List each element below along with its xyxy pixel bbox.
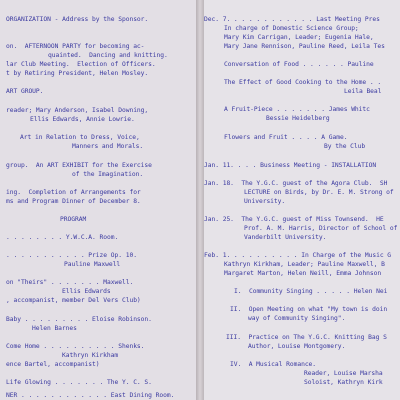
right-page-line: In charge of Domestic Science Group; bbox=[224, 25, 359, 32]
right-page-line: II. Open Meeting on what "My town is doin bbox=[230, 306, 388, 313]
right-page-line: Mary Jane Rennison, Pauline Reed, Leila Tes bbox=[224, 43, 385, 50]
right-page-line: Flowers and Fruit . . . . A Game. bbox=[224, 134, 348, 141]
left-page-line: PROGRAM bbox=[60, 216, 87, 223]
right-page-line: Conversation of Food . . . . . . Pauline bbox=[224, 61, 374, 68]
left-page-line: . . . . . . . . . . . Prize Op. 10. bbox=[6, 252, 137, 259]
left-page-line: Baby . . . . . . . . . Eloise Robinson. bbox=[6, 316, 152, 323]
left-page-line: ence Bartel, accompanist) bbox=[6, 361, 100, 368]
left-page-line: t by Retiring President, Helen Mosley. bbox=[6, 70, 149, 77]
left-page-line: ORGANIZATION - Address by the Sponsor. bbox=[6, 16, 149, 23]
left-page-line: quainted. Dancing and knitting. bbox=[48, 52, 168, 59]
left-page-line: Helen Barnes bbox=[32, 325, 77, 332]
right-page-line: Author, Louise Montgomery. bbox=[248, 343, 346, 350]
left-page-line: lar Club Meeting. Election of Officers. bbox=[6, 61, 156, 68]
right-page-line: By the Club bbox=[324, 143, 366, 150]
left-page-line: reader; Mary Anderson, Isabel Downing, bbox=[6, 107, 149, 114]
left-page-line: Kathryn Kirkham bbox=[62, 352, 119, 359]
left-page-line: Come Home . . . . . . . . . . Shenks. bbox=[6, 343, 145, 350]
right-page-line: The Effect of Good Cooking to the Home . . bbox=[224, 79, 382, 86]
right-page-line: Mary Kim Carrigan, Leader; Eugenia Hale, bbox=[224, 34, 374, 41]
right-page-line: Leila Beal bbox=[344, 88, 382, 95]
left-page-line: , accompanist, member Del Vers Club) bbox=[6, 297, 141, 304]
right-page-line: Bessie Heidelberg bbox=[266, 115, 330, 122]
right-page-line: Reader, Louise Marsha bbox=[304, 370, 383, 377]
left-page-line: Pauline Maxwell bbox=[64, 261, 121, 268]
right-page-line: Margaret Marton, Helen Neill, Emma Johnson bbox=[224, 270, 382, 277]
right-page bbox=[204, 0, 400, 400]
left-page-line: Life Glowing . . . . . . . The Y. C. S. bbox=[6, 379, 152, 386]
right-page-line: University. bbox=[244, 198, 286, 205]
left-page-line: . . . . . . . . Y.W.C.A. Room. bbox=[6, 234, 119, 241]
left-page-line: on "Theirs" . . . . . . . Maxwell. bbox=[6, 279, 134, 286]
right-page-line: Kathryn Kirkham, Leader; Pauline Maxwell, B bbox=[224, 261, 385, 268]
page-gutter bbox=[196, 0, 204, 400]
right-page-line: LECTURE on Birds, by Dr. E. M. Strong of bbox=[244, 189, 394, 196]
right-page-line: Jan. 25. The Y.G.C. guest of Miss Townsend. HE bbox=[204, 216, 384, 223]
right-page-line: Soloist, Kathryn Kirk bbox=[304, 379, 383, 386]
left-page-line: NER . . . . . . . . . . . . East Dining Room. bbox=[6, 392, 175, 399]
right-page-line: Vanderbilt University. bbox=[244, 234, 327, 241]
left-page-line: ART GROUP. bbox=[6, 88, 44, 95]
right-page-line: III. Practice on The Y.G.C. Knitting Bag S bbox=[226, 334, 387, 341]
left-page-line: ms and Program Dinner of December 8. bbox=[6, 198, 141, 205]
right-page-line: Prof. A. M. Harris, Director of School of bbox=[244, 225, 398, 232]
left-page-line: Ellis Edwards bbox=[62, 288, 111, 295]
right-page-line: Feb. 1. . . . . . . . . . In Charge of the Music G bbox=[204, 252, 392, 259]
left-page-line: of the Imagination. bbox=[72, 171, 144, 178]
right-page-line: Jan. 18. The Y.G.C. guest of the Agora Club. SH bbox=[204, 180, 388, 187]
right-page-line: IV. A Musical Romance. bbox=[230, 361, 317, 368]
right-page-line: Jan. 11. . . . Business Meeting - INSTALLATION bbox=[204, 162, 377, 169]
left-page-line: Ellis Edwards, Annie Lowrie. bbox=[30, 116, 135, 123]
right-page-line: I. Community Singing . . . . . Helen Nei bbox=[234, 288, 388, 295]
left-page-line: ing. Completion of Arrangements for bbox=[6, 189, 141, 196]
left-page bbox=[0, 0, 196, 400]
right-page-line: way of Community Singing". bbox=[248, 315, 346, 322]
right-page-line: Dec. 7. . . . . . . . . . . . Last Meeting Pres bbox=[204, 16, 380, 23]
left-page-line: group. An ART EXHIBIT for the Exercise bbox=[6, 162, 152, 169]
left-page-line: Art in Relation to Dress, Voice, bbox=[20, 134, 140, 141]
left-page-line: Manners and Morals. bbox=[72, 143, 144, 150]
left-page-line: on. AFTERNOON PARTY for becoming ac- bbox=[6, 43, 145, 50]
right-page-line: A Fruit-Piece . . . . . . . James Whitc bbox=[224, 106, 370, 113]
